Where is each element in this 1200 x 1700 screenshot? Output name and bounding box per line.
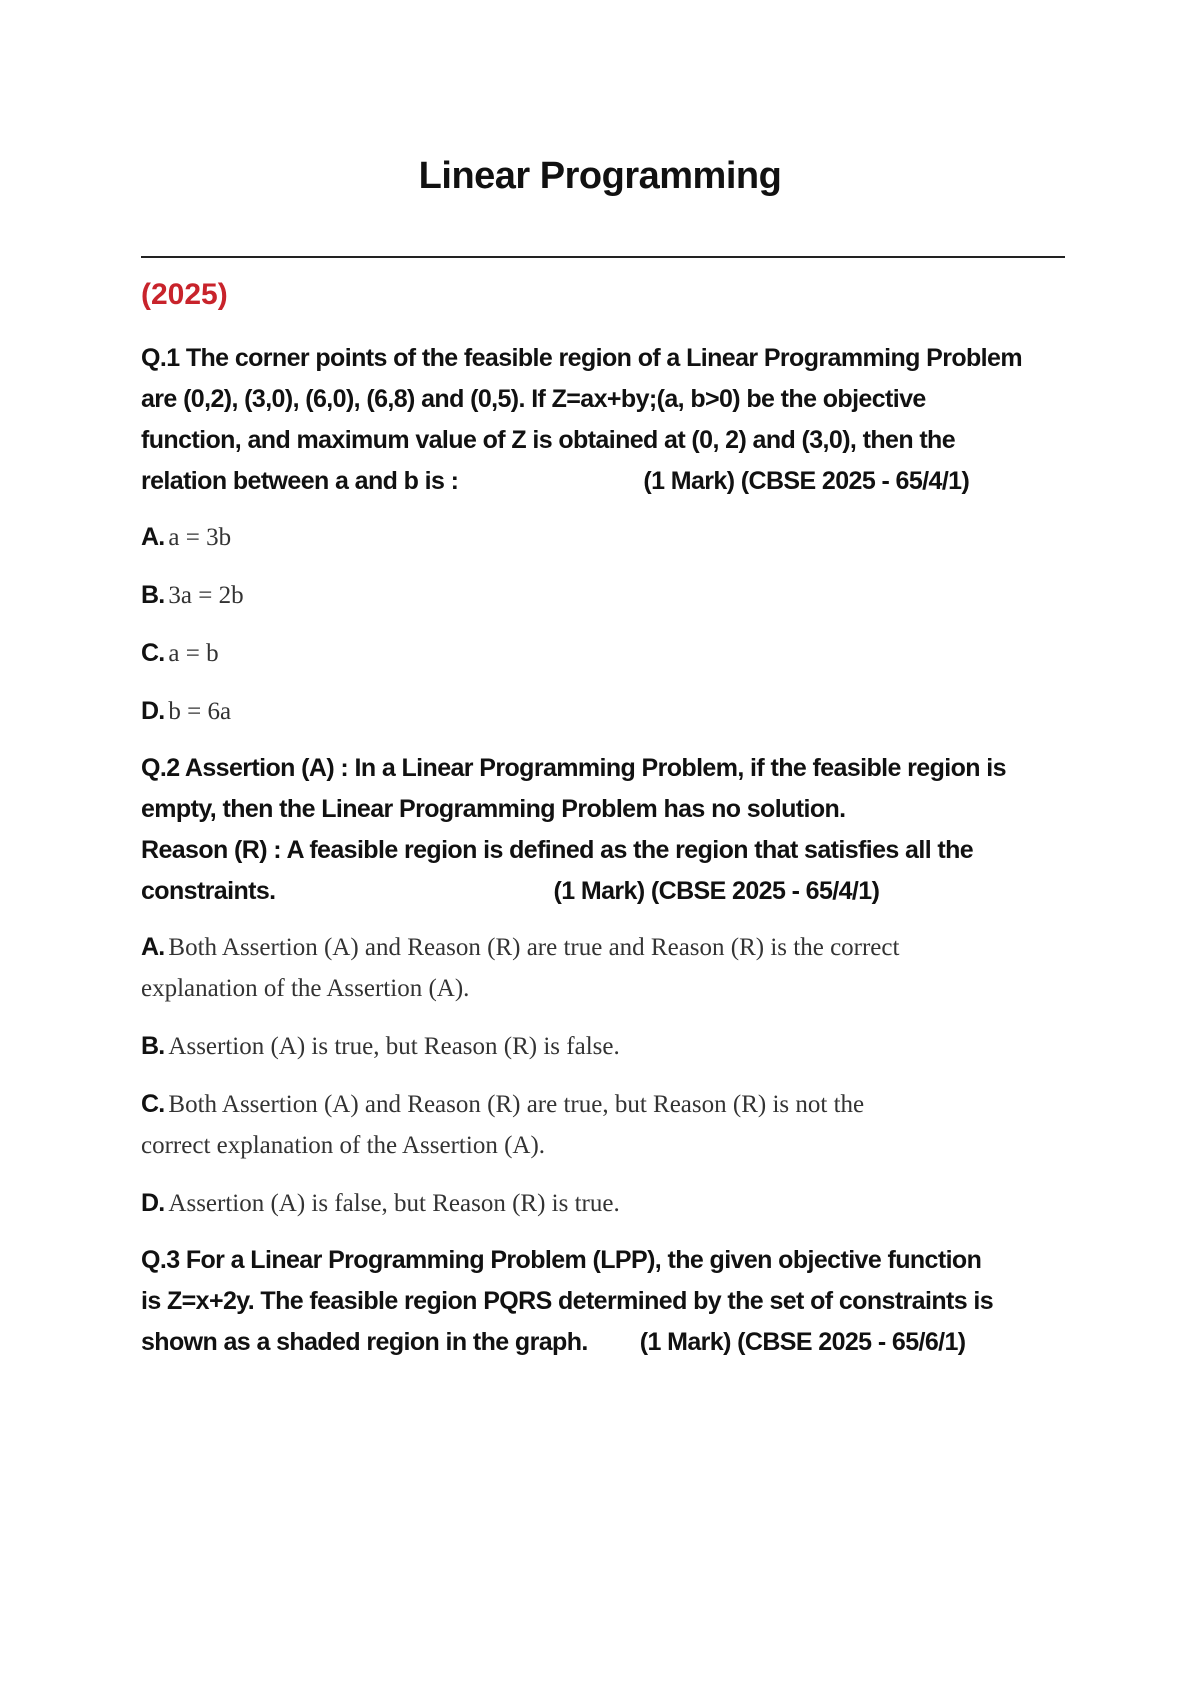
question-2-line: empty, then the Linear Programming Problem has no solution.	[141, 795, 846, 823]
option-letter: B.	[141, 1032, 165, 1060]
question-1-text	[141, 338, 1071, 502]
option-letter: C.	[141, 639, 165, 667]
option-text: Assertion (A) is false, but Reason (R) is true.	[168, 1190, 620, 1217]
option-letter: D.	[141, 1189, 165, 1217]
option-letter: C.	[141, 1090, 165, 1118]
question-3-line: shown as a shaded region in the graph.	[141, 1328, 588, 1356]
option-text: b = 6a	[168, 698, 232, 725]
q2-option-c	[141, 1084, 1071, 1166]
question-1-line: are (0,2), (3,0), (6,0), (6,8) and (0,5). If Z=ax+by;(a, b>0) be the objective	[141, 385, 926, 413]
question-1-line-last	[141, 461, 1071, 502]
page-title: Linear Programming	[418, 155, 782, 197]
option-letter: B.	[141, 581, 165, 609]
option-text: explanation of the Assertion (A).	[141, 975, 470, 1002]
option-text: a = b	[168, 640, 219, 667]
q1-option-a	[141, 517, 1071, 558]
option-letter: A.	[141, 523, 165, 551]
option-text: Assertion (A) is true, but Reason (R) is false.	[168, 1033, 620, 1060]
question-3-line: Q.3 For a Linear Programming Problem (LPP), the given objective function	[141, 1246, 982, 1274]
question-2-marks: (1 Mark) (CBSE 2025 - 65/4/1)	[553, 877, 880, 905]
option-text: Both Assertion (A) and Reason (R) are true, but Reason (R) is not the	[168, 1091, 865, 1118]
title-divider	[141, 256, 1065, 258]
question-2-line: Reason (R) : A feasible region is defined as the region that satisfies all the	[141, 836, 974, 864]
question-3-line-last	[141, 1322, 1071, 1363]
question-3-line: is Z=x+2y. The feasible region PQRS determined by the set of constraints is	[141, 1287, 994, 1315]
question-2-line: constraints.	[141, 877, 276, 905]
q1-option-c	[141, 633, 1071, 674]
option-text: 3a = 2b	[168, 582, 244, 609]
question-1-line: Q.1 The corner points of the feasible region of a Linear Programming Problem	[141, 344, 1022, 372]
question-3-marks: (1 Mark) (CBSE 2025 - 65/6/1)	[639, 1328, 966, 1356]
q1-option-d	[141, 691, 1071, 732]
question-2-line-last	[141, 871, 1071, 912]
year-heading: (2025)	[141, 278, 228, 311]
question-1-line: function, and maximum value of Z is obtained at (0, 2) and (3,0), then the	[141, 426, 956, 454]
question-2-line: Q.2 Assertion (A) : In a Linear Programming Problem, if the feasible region is	[141, 754, 1006, 782]
q2-option-b	[141, 1026, 1071, 1067]
q1-option-b	[141, 575, 1071, 616]
question-3-text	[141, 1240, 1071, 1363]
q2-option-d	[141, 1183, 1071, 1224]
question-2-text	[141, 748, 1071, 912]
option-text: a = 3b	[168, 524, 232, 551]
option-text: Both Assertion (A) and Reason (R) are true and Reason (R) is the correct	[168, 934, 900, 961]
option-letter: A.	[141, 933, 165, 961]
option-text: correct explanation of the Assertion (A).	[141, 1132, 546, 1159]
question-1-marks: (1 Mark) (CBSE 2025 - 65/4/1)	[643, 467, 970, 495]
q2-option-a	[141, 927, 1071, 1009]
option-letter: D.	[141, 697, 165, 725]
questions-container	[141, 338, 1071, 1363]
question-1-line: relation between a and b is :	[141, 467, 459, 495]
